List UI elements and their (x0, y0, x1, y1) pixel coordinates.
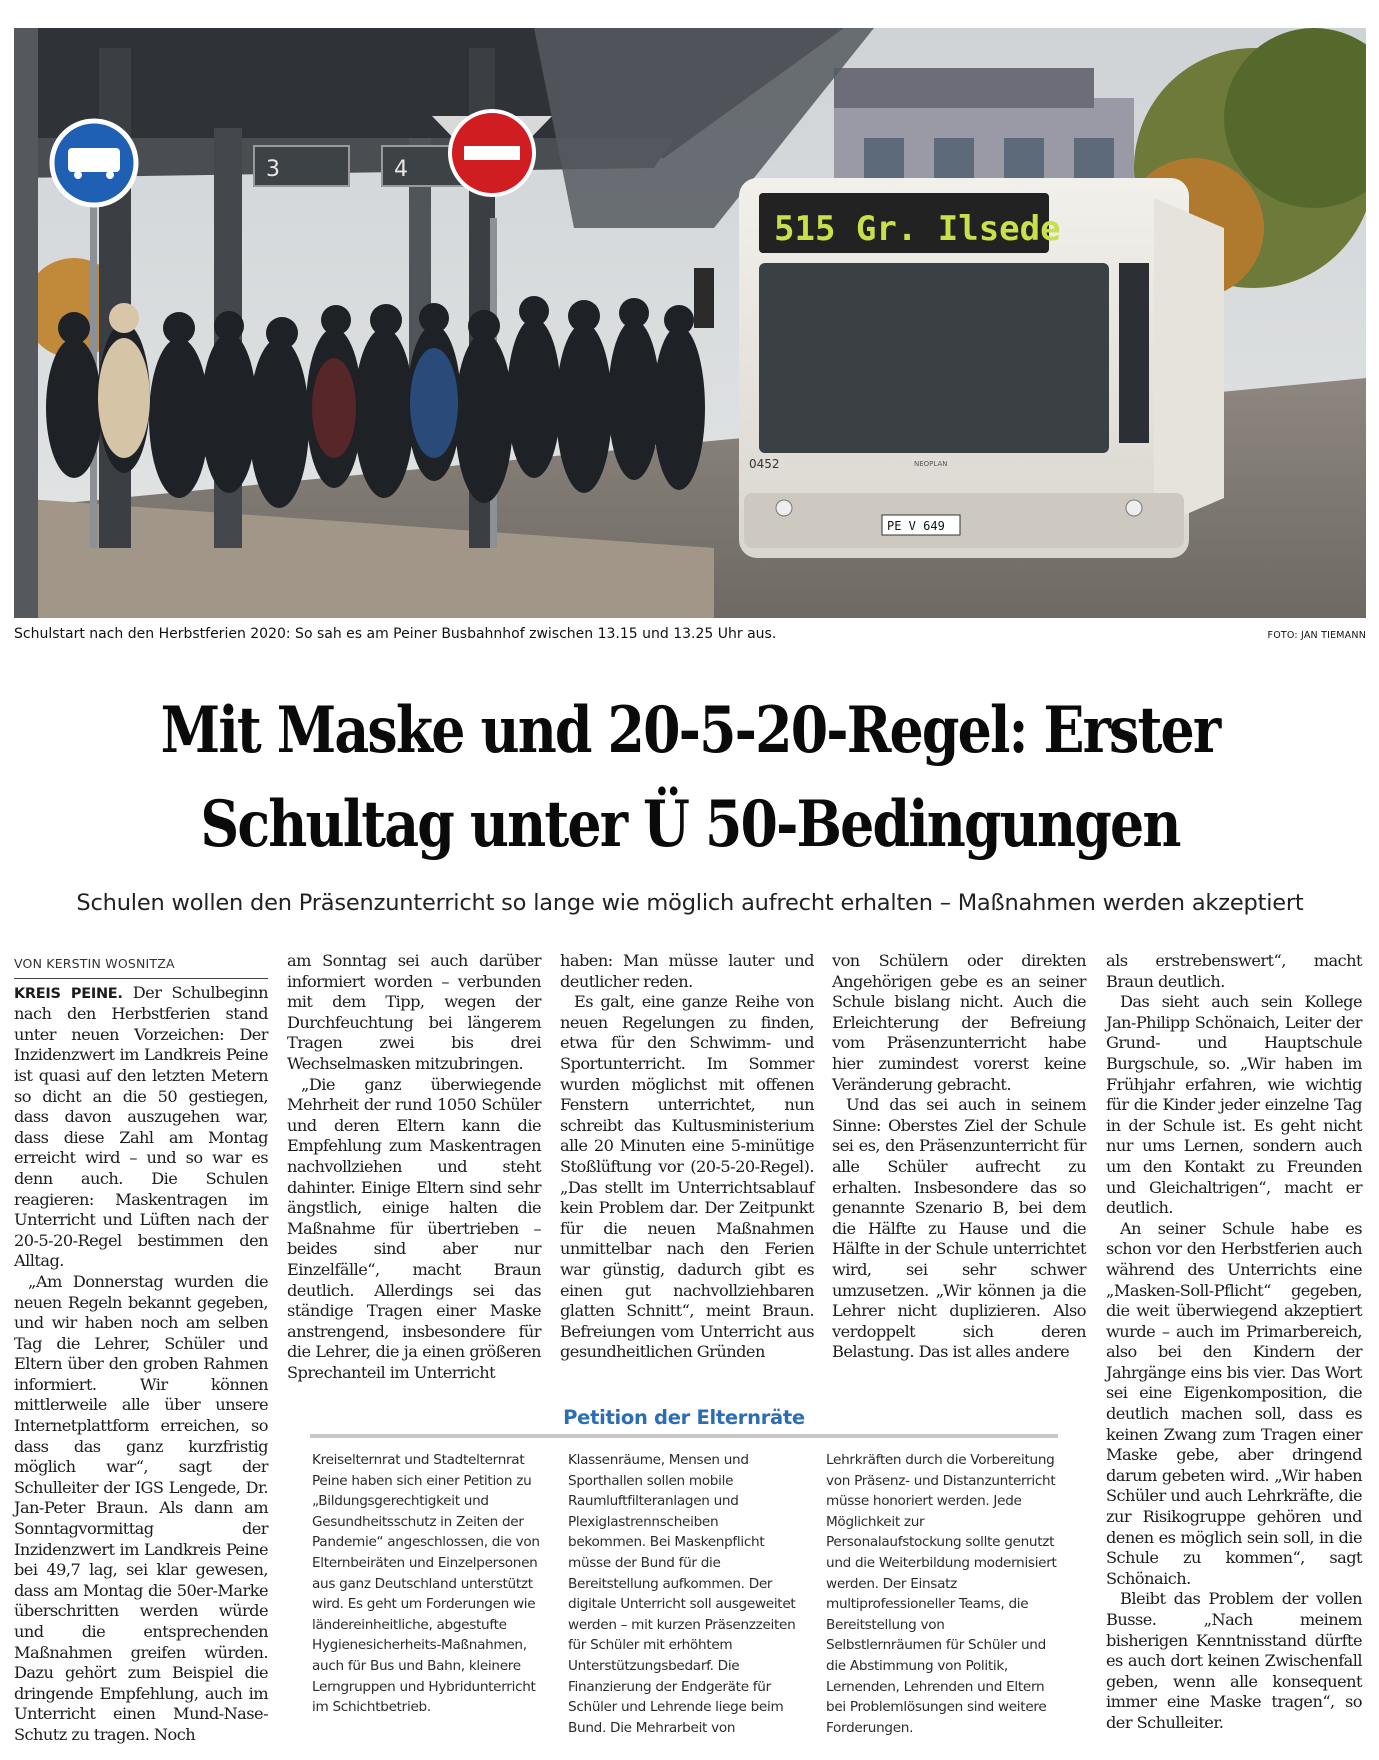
bus-number: 0452 (749, 457, 780, 471)
article-column-1 (14, 953, 268, 1746)
paragraph: als erstrebenswert“, macht Braun deutlich. (1106, 951, 1362, 991)
infobox-divider (310, 1434, 1058, 1438)
byline: VON KERSTIN WOSNITZA (14, 954, 268, 979)
paragraph-text: Der Schulbeginn nach den Herbstferien stand unter neuen Vorzeichen: Der Inzidenzwert im Landkreis Peine ist quasi auf den letzten Metern so dicht an die 50 gestiegen, dass davon auszugehen war, dass diese Zahl am Montag erreicht wird – und so war es denn auch. Die Schulen reagieren: Maskentragen im Unterricht und Lüften nach der 20-5-20-Regel bestimmen den Alltag. (14, 982, 268, 1271)
headline-line-1: Mit Maske und 20-5-20-Regel: Erster (160, 693, 1220, 768)
paragraph: am Sonntag sei auch darüber informiert worden – verbunden mit dem Tipp, wegen der Durchfeuchtung bei längerem Tragen zwei bis drei Wechselmasken mitzubringen. (287, 951, 541, 1073)
infobox-paragraph: Kreiselternrat und Stadtelternrat Peine haben sich einer Petition zu „Bildungsgerechtigkeit und Gesundheitsschutz in Zeiten der Pandemie“ angeschlossen, die von Elternbeiräten und Einzelpersonen aus ganz Deutschland unterstützt wird. Es geht um Forderungen wie ländereinheitliche, abgestufte Hygienesicherheits-Maßnahmen, auch für Bus und Bahn, kleinere Lerngruppen und Hybridunterricht im Schichtbetrieb. (312, 1452, 540, 1716)
infobox-paragraph: Lehrkräften durch die Vorbereitung von Präsenz- und Distanzunterricht müsse honoriert werden. Jede Möglichkeit zur Personalaufstockung sollte genutzt und die Weiterbildung modernisiert werden. Der Einsatz multiprofessioneller Teams, die Bereitstellung von Selbstlernräumen für Schüler und die Abstimmung von Politik, Lernenden, Lehrenden und Eltern bei Problemlösungen sind weitere Forderungen. (826, 1452, 1057, 1736)
subheadline: Schulen wollen den Präsenzunterricht so lange wie möglich aufrecht erhalten – Maßnahmen werden akzeptiert (76, 890, 1304, 916)
infobox-title: Petition der Elternräte (563, 1406, 805, 1429)
photo-credit: FOTO: JAN TIEMANN (1267, 630, 1366, 641)
dateline: KREIS PEINE. (14, 985, 123, 1002)
paragraph: Bleibt das Problem der vollen Busse. „Nach meinem bisherigen Kenntnisstand dürfte es auch dort keinen Zwischenfall geben, wenn alle konsequent immer eine Maske tragen“, so der Schulleiter. (1106, 1589, 1362, 1732)
bus-destination-sign: 515 Gr. Ilsede (774, 209, 1061, 249)
photo-caption (14, 626, 1366, 646)
infobox-paragraph: Klassenräume, Mensen und Sporthallen sollen mobile Raumluftfilteranlagen und Plexiglastrennscheiben bekommen. Bei Maskenpflicht müsse der Bund für die Bereitstellung aufkommen. Der digitale Unterricht soll ausgeweitet werden – mit kurzen Präsenzzeiten für Schüler mit erhöhtem Unterstützungsbedarf. Die Finanzierung der Endgeräte für Schüler und Lehrende liege beim Bund. Die Mehrarbeit von (568, 1452, 796, 1736)
bus-station-photo (14, 28, 1366, 618)
headline-line-2: Schultag unter Ü 50-Bedingungen (200, 787, 1180, 862)
paragraph: An seiner Schule habe es schon vor den Herbstferien auch während des Unterrichts eine „Masken-Soll-Pflicht“ gegeben, die weit überwiegend akzeptiert wurde – auch im Primarbereich, also bei den Kindern der Jahrgänge eins bis vier. Das Wort sei eine Eigenkomposition, die deutlich machen soll, dass es keinen Zwang zum Tragen einer Maske gebe, aber dringend darum gebeten wird. „Wir haben Schüler und auch Lehrkräfte, die zur Risikogruppe gehören und denen es möglich sein soll, in die Schule zu kommen“, sagt Schönaich. (1106, 1218, 1362, 1588)
infobox-column-3 (826, 1450, 1058, 1738)
article-column-4 (832, 951, 1086, 1363)
article-column-5 (1106, 951, 1362, 1734)
paragraph: Und das sei auch in seinem Sinne: Oberstes Ziel der Schule sei es, den Präsenzunterricht für alle Schüler aufrecht zu erhalten. Insbesondere das so genannte Szenario B, bei dem die Hälfte zu Hause und die Hälfte in der Schule unterrichtet wird, sei sehr schwer umzusetzen. „Wir können ja die Lehrer nicht duplizieren. Also verdoppelt sich deren Belastung. Das ist alles andere (832, 1095, 1086, 1362)
infobox-column-2 (568, 1450, 800, 1738)
paragraph: von Schülern oder direkten Angehörigen gebe es an seiner Schule bislang nicht. Auch die Erleichterung der Befreiung vom Präsenzunterricht habe hier zumindest vorerst keine Veränderung gebracht. (832, 951, 1086, 1094)
paragraph: Es galt, eine ganze Reihe von neuen Regelungen zu finden, etwa für den Schwimm- und Sportunterricht. Im Sommer wurden möglichst mit offenen Fenstern unterrichtet, nun schreibt das Kultusministerium alle 20 Minuten eine 5-minütige Stoßlüftung vor (20-5-20-Regel). „Das stellt im Unterrichtsablauf kein Problem dar. Der Zeitpunkt für die neuen Maßnahmen unmittelbar nach den Ferien war günstig, dadurch gibt es einen gut nachvollziehbaren glatten Schnitt“, meint Braun. Befreiungen vom Unterricht aus gesundheitlichen Gründen (560, 992, 814, 1362)
paragraph: „Am Donnerstag wurden die neuen Regeln bekannt gegeben, und wir haben noch am selben Tag die Lehrer, Schüler und Eltern über den groben Rahmen informiert. Wir können mittlerweile alle über unsere Internetplattform erreichen, so dass das ganz kurzfristig möglich war“, sagt der Schulleiter der IGS Lengede, Dr. Jan-Peter Braun. Als dann am Sonntagvormittag der Inzidenzwert im Landkreis Peine bei 49,7 lag, sei klar gewesen, dass am Montag die 50er-Marke überschritten werden würde und die entsprechenden Maßnahmen greifen würden. Dazu gehört zum Beispiel die dringende Empfehlung, auch im Unterricht einen Mund-Nase-Schutz zu tragen. Noch (14, 1271, 268, 1744)
platform-3-number: 3 (266, 157, 280, 182)
infobox-column-1 (312, 1450, 542, 1718)
article-column-3 (560, 951, 814, 1363)
headline (122, 684, 1258, 872)
article-column-2 (287, 951, 541, 1383)
paragraph (14, 983, 268, 1272)
paragraph: „Die ganz überwiegende Mehrheit der rund 1050 Schüler und deren Eltern kann die Empfehlung zum Maskentragen nachvollziehen und steht dahinter. Einige Eltern sind sehr ängstlich, einige halten die Maßnahme für übertrieben – beides sind aber nur Einzelfälle“, macht Braun deutlich. Allerdings sei das ständige Tragen einer Maske anstrengend, insbesondere für die Lehrer, die ja einen größeren Sprechanteil im Unterricht (287, 1074, 541, 1382)
caption-text: Schulstart nach den Herbstferien 2020: So sah es am Peiner Busbahnhof zwischen 13.15 und 13.25 Uhr aus. (14, 626, 777, 642)
article-photo (14, 28, 1366, 618)
license-plate: PE V 649 (887, 519, 945, 533)
paragraph: Das sieht auch sein Kollege Jan-Philipp Schönaich, Leiter der Grund- und Hauptschule Burgschule, so. „Wir haben im Frühjahr erfahren, wie wichtig für die Kinder jeder einzelne Tag in der Schule ist. Es geht nicht nur ums Lernen, sondern auch um den Kontakt zu Freunden und Gleichaltrigen“, macht er deutlich. (1106, 992, 1362, 1218)
platform-4-number: 4 (394, 157, 408, 182)
bus-brand: NEOPLAN (914, 460, 948, 468)
paragraph: haben: Man müsse lauter und deutlicher reden. (560, 951, 814, 991)
